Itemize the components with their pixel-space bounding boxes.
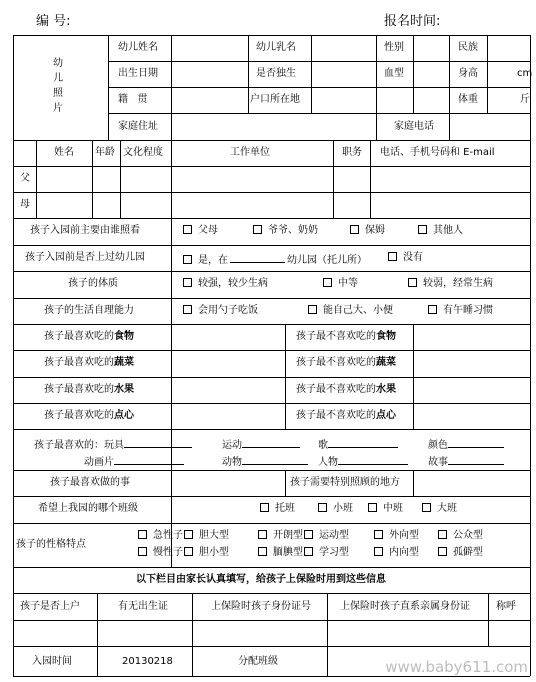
like-food-label: 孩子最喜欢吃的食物	[44, 331, 134, 342]
photo-char: 幼	[53, 58, 63, 69]
care-option-other[interactable]: 其他人	[418, 225, 463, 237]
insurance-notice: 以下栏目由家长认真填写，给孩子上保险时用到这些信息	[136, 574, 386, 585]
health-option-weak[interactable]: 较弱，经常生病	[408, 278, 493, 290]
personality-option[interactable]: 孤僻型	[438, 547, 483, 559]
birth-date-label: 出生日期	[118, 68, 158, 79]
favorite-animal: 动物	[222, 454, 308, 469]
personality-option[interactable]: 胆大型	[184, 530, 229, 542]
class-option-large[interactable]: 大班	[422, 503, 457, 515]
parent-education-header: 文化程度	[123, 147, 163, 158]
favorite-person: 人物	[318, 454, 408, 469]
favorite-song: 歌	[318, 437, 398, 452]
weight-unit: 斤	[520, 94, 530, 105]
photo-char: 片	[53, 103, 63, 114]
serial-label: 编 号:	[36, 14, 71, 29]
favorite-activity-label: 孩子最喜欢做的事	[50, 477, 130, 488]
kindergarten-label: 孩子入园前是否上过幼儿园	[25, 252, 145, 263]
photo-char: 儿	[53, 73, 63, 84]
favorite-cartoon: 动画片	[84, 454, 184, 469]
blood-type-label: 血型	[384, 68, 404, 79]
watermark: www.baby611.com	[385, 658, 528, 676]
kindergarten-option-no[interactable]: 没有	[388, 252, 423, 264]
dislike-food-label: 孩子最不喜欢吃的食物	[296, 331, 396, 342]
ethnic-label: 民族	[458, 42, 478, 53]
special-care-label: 孩子需要特别照顾的地方	[290, 477, 400, 488]
class-option-nursery[interactable]: 托班	[260, 503, 295, 515]
personality-option[interactable]: 学习型	[304, 547, 349, 559]
parent-name-header: 姓名	[54, 147, 74, 158]
like-vegetable-label: 孩子最喜欢吃的蔬菜	[44, 357, 134, 368]
personality-option[interactable]: 慢性子	[138, 547, 183, 559]
selfcare-label: 孩子的生活自理能力	[44, 305, 134, 316]
personality-option[interactable]: 腼腆型	[258, 547, 303, 559]
gender-label: 性别	[384, 42, 404, 53]
household-header: 孩子是否上户	[20, 601, 80, 612]
selfcare-option-toilet[interactable]: 能自己大、小便	[308, 305, 393, 317]
birth-certificate-header: 有无出生证	[118, 601, 168, 612]
favorite-color: 颜色	[428, 437, 504, 452]
care-option-nanny[interactable]: 保姆	[350, 225, 385, 237]
care-label: 孩子入园前主要由谁照看	[30, 225, 140, 236]
parent-contact-header: 电话、手机号码和 E-mail	[380, 147, 495, 158]
personality-option[interactable]: 胆小型	[184, 547, 229, 559]
like-fruit-label: 孩子最喜欢吃的水果	[44, 384, 134, 395]
health-label: 孩子的体质	[68, 278, 118, 289]
care-option-grandparents[interactable]: 爷爷、奶奶	[253, 225, 318, 237]
health-option-strong[interactable]: 较强，较少生病	[183, 278, 268, 290]
favorite-story: 故事	[428, 454, 504, 469]
personality-option[interactable]: 公众型	[438, 530, 483, 542]
hukou-label: 户口所在地	[250, 94, 300, 105]
registration-time-label: 报名时间:	[384, 14, 441, 29]
class-preference-label: 希望上我园的哪个班级	[38, 503, 138, 514]
personality-option[interactable]: 开朗型	[258, 530, 303, 542]
mother-label: 母	[20, 199, 30, 210]
parent-age-header: 年龄	[95, 147, 115, 158]
native-place-label: 籍 贯	[118, 94, 148, 105]
weight-label: 体重	[458, 94, 478, 105]
like-snack-label: 孩子最喜欢吃的点心	[44, 410, 134, 421]
favorites-label: 孩子最喜欢的：玩具	[34, 437, 192, 452]
personality-option[interactable]: 外向型	[374, 530, 419, 542]
parent-position-header: 职务	[342, 147, 362, 158]
child-id-header: 上保险时孩子身份证号	[211, 601, 311, 612]
dislike-snack-label: 孩子最不喜欢吃的点心	[296, 410, 396, 421]
assigned-class-label: 分配班级	[238, 656, 278, 667]
relative-id-header: 上保险时孩子直系亲属身份证	[340, 601, 470, 612]
class-option-small[interactable]: 小班	[318, 503, 353, 515]
entry-time-label: 入园时间	[32, 656, 72, 667]
dislike-vegetable-label: 孩子最不喜欢吃的蔬菜	[296, 357, 396, 368]
father-label: 父	[20, 173, 30, 184]
photo-char: 照	[53, 88, 63, 99]
selfcare-option-nap[interactable]: 有午睡习惯	[428, 305, 493, 317]
care-option-parents[interactable]: 父母	[183, 225, 218, 237]
kindergarten-option-yes[interactable]: 是，在 幼儿园（托儿所）	[183, 252, 367, 267]
personality-label: 孩子的性格特点	[16, 539, 86, 550]
favorite-sport: 运动	[222, 437, 300, 452]
child-name-label: 幼儿姓名	[118, 42, 158, 53]
dislike-fruit-label: 孩子最不喜欢吃的水果	[296, 384, 396, 395]
parent-work-header: 工作单位	[230, 147, 270, 158]
entry-date-value: 20130218	[122, 656, 173, 667]
personality-option[interactable]: 内向型	[374, 547, 419, 559]
phone-label: 家庭电话	[394, 121, 434, 132]
height-unit: cm	[517, 68, 533, 79]
relation-header: 称呼	[496, 601, 516, 612]
personality-option[interactable]: 急性子	[138, 530, 183, 542]
health-option-medium[interactable]: 中等	[323, 278, 358, 290]
personality-option[interactable]: 运动型	[304, 530, 349, 542]
height-label: 身高	[458, 68, 478, 79]
only-child-label: 是否独生	[256, 68, 296, 79]
address-label: 家庭住址	[118, 121, 158, 132]
child-nickname-label: 幼儿乳名	[256, 42, 296, 53]
class-option-middle[interactable]: 中班	[368, 503, 403, 515]
selfcare-option-spoon[interactable]: 会用勺子吃饭	[183, 305, 258, 317]
